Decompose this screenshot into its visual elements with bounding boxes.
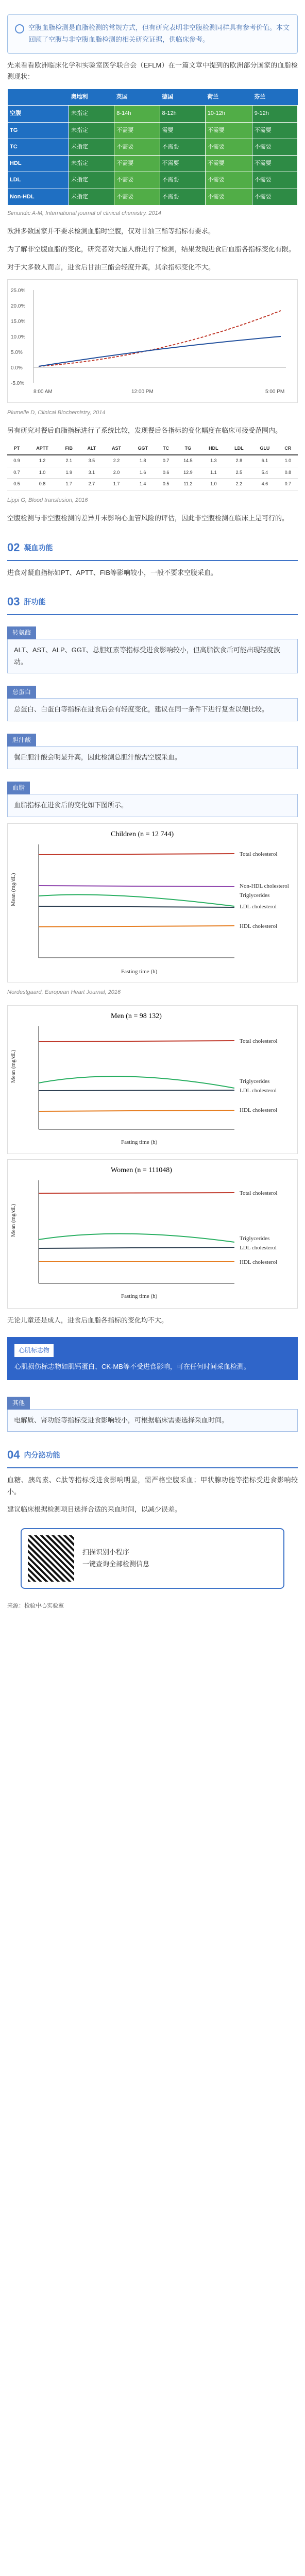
men-title: Men (n = 98 132) xyxy=(111,1012,162,1020)
table-cell: 不需要 xyxy=(252,122,297,139)
table-cell: 不需要 xyxy=(205,156,252,172)
paragraph-2: 欧洲多数国家并不要求检测血脂时空腹，仅对甘油三酯等指标有要求。 xyxy=(7,227,215,235)
section-title: 凝血功能 xyxy=(24,544,53,552)
men-xlabel: Fasting time (h) xyxy=(121,1139,158,1145)
badge-b1: 转氨酶 xyxy=(7,626,36,639)
section-title: 肝功能 xyxy=(24,598,46,606)
country-table xyxy=(7,89,298,206)
table-cell: 不需要 xyxy=(205,172,252,189)
qr-code[interactable] xyxy=(28,1535,74,1582)
women-title: Women (n = 111048) xyxy=(111,1166,172,1175)
men-chart xyxy=(7,1005,298,1155)
men-label-3: LDL cholesterol xyxy=(240,1087,277,1094)
men-label-1: Total cholesterol xyxy=(240,1038,278,1044)
table-cell: Non-HDL xyxy=(8,189,69,205)
badge-b2: 总蛋白 xyxy=(7,686,36,699)
box-b5: 电解质、肾功能等指标受进食影响较小，可根据临床需要选择采血时间。 xyxy=(7,1409,298,1432)
table-cell: 未指定 xyxy=(69,172,114,189)
section-number: 03 xyxy=(7,595,20,608)
section-number: 04 xyxy=(7,1448,20,1462)
table-cell: LDL xyxy=(8,172,69,189)
children-label-5: HDL cholesterol xyxy=(240,923,278,929)
table-row xyxy=(8,156,298,172)
women-label-4: HDL cholesterol xyxy=(240,1259,278,1266)
caption-1: Simundic A-M, International journal of clinical chemistry. 2014 xyxy=(7,210,161,216)
th-5: 芬兰 xyxy=(252,89,297,106)
th-2: 英国 xyxy=(114,89,160,106)
table-cell: 未指定 xyxy=(69,156,114,172)
paragraph-9: 血糖、胰岛素、C肽等指标受进食影响明显，需严格空腹采血；甲状腺功能等指标受进食影响较小。 xyxy=(7,1476,298,1496)
th-4: 荷兰 xyxy=(205,89,252,106)
women-label-1: Total cholesterol xyxy=(240,1190,278,1197)
table-row xyxy=(8,139,298,155)
women-ylabel: Mean (mg/dL) xyxy=(10,1204,16,1238)
table-cell: 不需要 xyxy=(160,156,205,172)
women-chart xyxy=(7,1159,298,1309)
table-cell: 10-12h xyxy=(205,106,252,122)
table-cell: 不需要 xyxy=(114,156,160,172)
paragraph-6: 空腹检测与非空腹检测的差异并未影响心血管风险的评估，因此非空腹检测在临床上是可行的。 xyxy=(7,514,289,522)
y-tick-2: 20.0% xyxy=(11,303,26,310)
children-xlabel: Fasting time (h) xyxy=(121,968,158,975)
table-cell: TC xyxy=(8,139,69,155)
table-cell: 8-14h xyxy=(114,106,160,122)
table-cell: 不需要 xyxy=(205,189,252,205)
variation-chart xyxy=(7,279,298,403)
table-cell: 不需要 xyxy=(252,156,297,172)
badge-b4: 血脂 xyxy=(7,782,30,794)
y-tick-6: 0.0% xyxy=(11,365,23,371)
paragraph-3: 为了解非空腹血脂的变化，研究者对大量人群进行了检测，结果发现进食后血脂各指标变化有限。 xyxy=(7,245,296,253)
table-cell: 不需要 xyxy=(252,189,297,205)
intro-text: 空腹血脂检测是血脂检测的常规方式，但有研究表明非空腹检测同样具有参考价值。本文回顾了空腹与非空腹血脂检测的相关研究证据，供临床参考。 xyxy=(28,24,290,43)
paragraph-1: 先来看看欧洲临床化学和实验室医学联合会（EFLM）在一篇文章中提到的欧洲部分国家的血脂检测现状： xyxy=(7,61,298,81)
badge-b3: 胆汁酸 xyxy=(7,734,36,747)
table-row xyxy=(8,189,298,205)
qr-card[interactable] xyxy=(21,1528,284,1589)
box-b4: 血脂指标在进食后的变化如下图所示。 xyxy=(7,794,298,817)
lab-values-table: PT APTT FIB ALT AST GGT TC TG HDL LDL GLU CR 0.9 1.2 2.1 3.5 2.2 1.8 0.7 14.5 1.3 2.8 6.1 1.0 0.7 1.0 1.9 3.1 2.0 1.6 0.6 12.9 1.1 2.5 5.4 0.8 0.5 0.8 1.7 2.7 1.7 1.4 0.5 11.2 1.0 2.2 4.6 0.7 xyxy=(7,443,298,490)
table-cell: 不需要 xyxy=(114,172,160,189)
table-row xyxy=(8,122,298,139)
th-0 xyxy=(8,89,69,106)
table-cell: 不需要 xyxy=(114,139,160,155)
children-ylabel: Mean (mg/dL) xyxy=(10,873,16,906)
caption-4: Nordestgaard, European Heart Journal, 2016 xyxy=(7,989,121,996)
paragraph-8: 无论儿童还是成人，进食后血脂各指标的变化均不大。 xyxy=(7,1316,168,1324)
paragraph-10: 建议临床根据检测项目选择合适的采血时间，以减少误差。 xyxy=(7,1505,182,1514)
qr-line-2: 一键查询全部检测信息 xyxy=(82,1560,150,1568)
table-cell: 不需要 xyxy=(252,172,297,189)
men-label-2: Triglycerides xyxy=(240,1078,270,1084)
table-cell: 未指定 xyxy=(69,122,114,139)
th-1: 奥地利 xyxy=(69,89,114,106)
table-cell: 不需要 xyxy=(205,122,252,139)
table-cell: 空腹 xyxy=(8,106,69,122)
table-cell: 不需要 xyxy=(252,139,297,155)
intro-box xyxy=(7,14,298,54)
badge-b5: 其他 xyxy=(7,1397,30,1410)
children-label-3: Triglycerides xyxy=(240,892,270,899)
y-tick-3: 15.0% xyxy=(11,319,26,325)
table-cell: 未指定 xyxy=(69,189,114,205)
section-number: 02 xyxy=(7,541,20,554)
blue-band xyxy=(7,1337,298,1380)
table-cell: HDL xyxy=(8,156,69,172)
x-tick-1: 8:00 AM xyxy=(33,389,53,395)
footer-source: 来源：检验中心实验室 xyxy=(7,1603,64,1609)
y-tick-7: -5.0% xyxy=(11,381,25,387)
men-label-4: HDL cholesterol xyxy=(240,1107,278,1113)
paragraph-5: 另有研究对餐后血脂指标进行了系统比较，发现餐后各指标的变化幅度在临床可接受范围内。 xyxy=(7,427,282,435)
table-cell: 不需要 xyxy=(160,172,205,189)
box-b3: 餐后胆汁酸会明显升高，因此检测总胆汁酸需空腹采血。 xyxy=(7,746,298,769)
table-cell: 未指定 xyxy=(69,106,114,122)
table-cell: TG xyxy=(8,122,69,139)
children-label-4: LDL cholesterol xyxy=(240,903,277,910)
box-b1: ALT、AST、ALP、GGT、总胆红素等指标受进食影响较小，但高脂饮食后可能出现轻度波动。 xyxy=(7,639,298,674)
observed-line xyxy=(39,311,281,366)
children-title: Children (n = 12 744) xyxy=(111,830,174,838)
section-03 xyxy=(7,592,298,615)
paragraph-4: 对于大多数人而言，进食后甘油三酯会轻度升高，其余指标变化不大。 xyxy=(7,263,215,271)
table-cell: 8-12h xyxy=(160,106,205,122)
caption-3: Lippi G, Blood transfusion, 2016 xyxy=(7,497,88,503)
x-tick-3: 5:00 PM xyxy=(265,389,285,395)
y-tick-5: 5.0% xyxy=(11,350,23,356)
table-row xyxy=(8,172,298,189)
section-02 xyxy=(7,538,298,561)
women-label-3: LDL cholesterol xyxy=(240,1245,277,1251)
qr-line-1: 扫描识别小程序 xyxy=(82,1548,130,1556)
blue-band-title: 心肌标志物 xyxy=(14,1344,54,1357)
y-tick-4: 10.0% xyxy=(11,334,26,341)
x-tick-2: 12:00 PM xyxy=(131,389,154,395)
table-cell: 不需要 xyxy=(205,139,252,155)
table-cell: 9-12h xyxy=(252,106,297,122)
section-title: 内分泌功能 xyxy=(24,1451,60,1460)
children-label-1: Total cholesterol xyxy=(240,851,278,857)
men-ylabel: Mean (mg/dL) xyxy=(10,1049,16,1083)
y-tick-1: 25.0% xyxy=(11,288,26,294)
table-row xyxy=(8,106,298,122)
children-chart xyxy=(7,823,298,983)
paragraph-7: 进食对凝血指标如PT、APTT、FIB等影响较小，一般不要求空腹采血。 xyxy=(7,568,218,577)
table-cell: 不需要 xyxy=(114,189,160,205)
children-label-2: Non-HDL cholesterol xyxy=(240,883,289,889)
women-label-2: Triglycerides xyxy=(240,1235,270,1242)
section-04 xyxy=(7,1445,298,1468)
table-cell: 不需要 xyxy=(114,122,160,139)
diurnal-line xyxy=(39,336,281,366)
table-cell: 未指定 xyxy=(69,139,114,155)
th-3: 德国 xyxy=(160,89,205,106)
women-xlabel: Fasting time (h) xyxy=(121,1293,158,1300)
table-cell: 不需要 xyxy=(160,189,205,205)
box-b2: 总蛋白、白蛋白等指标在进食后会有轻度变化，建议在同一条件下进行复查以便比较。 xyxy=(7,698,298,721)
table-cell: 不需要 xyxy=(160,139,205,155)
table-cell: 需要 xyxy=(160,122,205,139)
blue-band-text: 心肌损伤标志物如肌钙蛋白、CK-MB等不受进食影响，可在任何时间采血检测。 xyxy=(14,1362,250,1370)
caption-2: Plumelle D, Clinical Biochemistry, 2014 xyxy=(7,410,106,416)
